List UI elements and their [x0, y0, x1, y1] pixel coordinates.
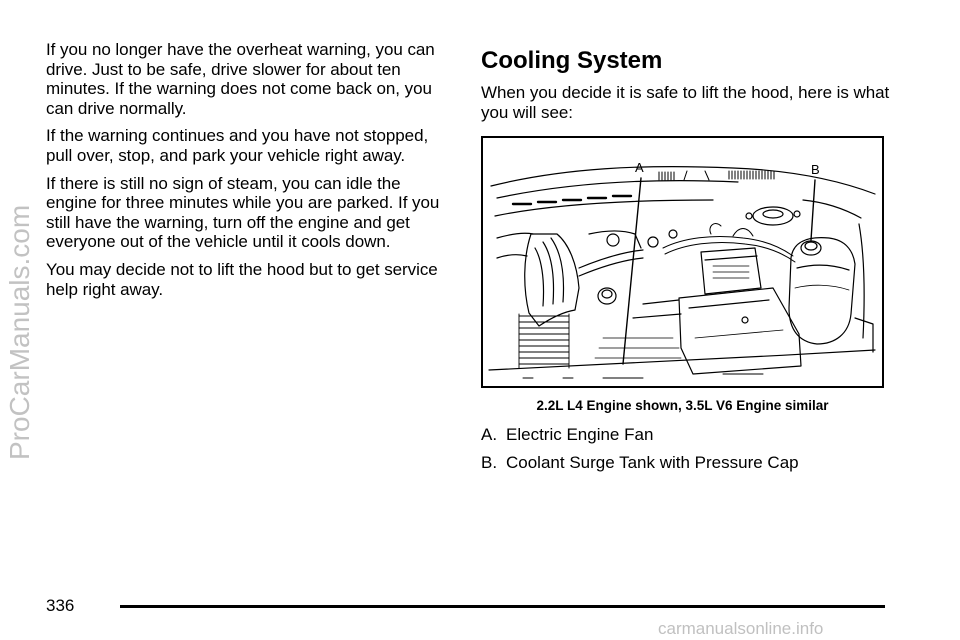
paragraph-warning-continues: If the warning continues and you have not stopped, pull over, stop, and park your vehicle right away.: [46, 126, 429, 165]
front-strip: [495, 196, 713, 216]
legend-text: Coolant Surge Tank with Pressure Cap: [506, 453, 799, 472]
section-intro: When you decide it is safe to lift the hood, here is what you will see:: [481, 83, 890, 122]
left-column: [46, 40, 446, 307]
footer-rule: [120, 605, 885, 608]
watermark-left: ProCarManuals.com: [4, 204, 35, 460]
top-vents: [659, 171, 774, 180]
legend-item-b: [481, 453, 901, 473]
right-fender: [855, 224, 873, 352]
air-cleaner: [497, 233, 579, 326]
leader-b: [811, 180, 815, 240]
coolant-surge-tank: [789, 238, 855, 344]
callout-b-label: B: [811, 162, 820, 177]
hoses: [579, 230, 677, 276]
paragraph-no-steam: If there is still no sign of steam, you can idle the engine for three minutes while you are parked. If you still have the warning, turn off the engine and get everyone out of the vehicle until it cools down.: [46, 173, 440, 252]
right-column: [481, 40, 901, 130]
page-number: 336: [46, 596, 75, 615]
strut-tower: [746, 200, 861, 225]
fuse-box: [701, 248, 761, 294]
section-title: Cooling System: [481, 47, 663, 74]
legend-text: Electric Engine Fan: [506, 425, 654, 444]
engine-illustration: [483, 138, 882, 386]
legend-item-a: [481, 425, 901, 445]
watermark-bottom: carmanualsonline.info: [658, 619, 824, 638]
wiring-harness: [663, 224, 795, 262]
paragraph-overheat-cleared: If you no longer have the overheat warning, you can drive. Just to be safe, drive slower for about ten minutes. If the warning does not come back on, you can drive normally.: [46, 40, 435, 118]
figure-legend: [481, 425, 901, 481]
leader-a: [623, 178, 641, 364]
oil-filler-cap: [598, 288, 616, 304]
paragraph-service-help: You may decide not to lift the hood but to get service help right away.: [46, 259, 438, 299]
engine-compartment-figure: [481, 136, 884, 388]
pressure-cap: [801, 241, 821, 255]
legend-letter: B.: [481, 453, 498, 472]
callout-a-label: A: [635, 160, 644, 175]
legend-letter: A.: [481, 425, 498, 444]
figure-caption: 2.2L L4 Engine shown, 3.5L V6 Engine similar: [536, 398, 829, 413]
radiator-fins: [519, 314, 569, 368]
